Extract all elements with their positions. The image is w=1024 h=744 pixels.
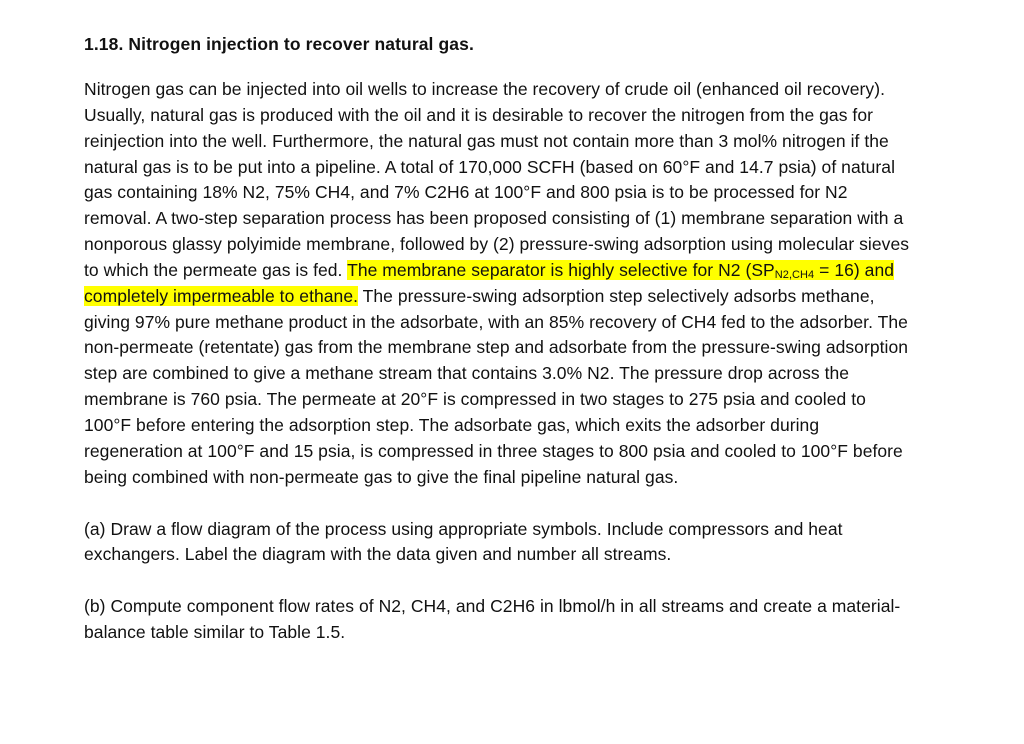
problem-document [84,33,914,646]
statement-text-part1: Nitrogen gas can be injected into oil wells to increase the recovery of crude oil (enhanced oil recovery). Usually, natural gas is produced with the oil and it is desirable to recover the nitrogen from the gas for reinjection into the well. Furthermore, the natural gas must not contain more than 3 mol% nitrogen if the natural gas is to be put into a pipeline. A total of 170,000 SCFH (based on 60°F and 14.7 psia) of natural gas containing 18% N2, 75% CH4, and 7% C2H6 at 100°F and 800 psia is to be processed for N2 removal. A two-step separation process has been proposed consisting of (1) membrane separation with a nonporous glassy polyimide membrane, followed by (2) pressure-swing adsorption using molecular sieves to which the permeate gas is fed. [84,79,910,280]
question-a: (a) Draw a flow diagram of the process using appropriate symbols. Include compressors and heat exchangers. Label the diagram with the data given and number all streams. [84,518,843,565]
highlight-text-b: = 16) and completely impermeable to ethane. [84,259,895,306]
question-b: (b) Compute component flow rates of N2, CH4, and C2H6 in lbmol/h in all streams and create a material-balance table similar to Table 1.5. [84,596,901,643]
problem-title: 1.18. Nitrogen injection to recover natural gas. [84,34,474,54]
highlight-text-a: The membrane separator is highly selective for N2 (SP [347,259,775,280]
selectivity-subscript: N2,CH4 [774,268,815,281]
problem-statement [84,77,914,491]
statement-text-part2: The pressure-swing adsorption step selectively adsorbs methane, giving 97% pure methane product in the adsorbate, with an 85% recovery of CH4 fed to the adsorber. The non-permeate (retentate) gas from the membrane step and adsorbate from the pressure-swing adsorption step are combined to give a methane stream that contains 3.0% N2. The pressure drop across the membrane is 760 psia. The permeate at 20°F is compressed in two stages to 275 psia and cooled to 100°F before entering the adsorption step. The adsorbate gas, which exits the adsorber during regeneration at 100°F and 15 psia, is compressed in three stages to 800 psia and cooled to 100°F before being combined with non-permeate gas to give the final pipeline natural gas. [84,285,909,487]
